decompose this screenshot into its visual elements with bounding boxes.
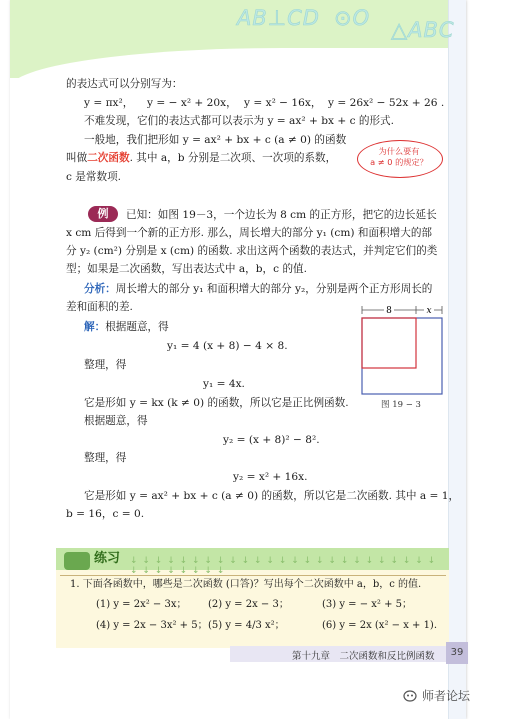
- equation: y = − x² + 20x，: [147, 97, 237, 109]
- solution-text: 根据题意，得: [105, 321, 169, 333]
- figure-caption: 图 19 − 3: [381, 400, 421, 410]
- solution-label: 解：: [84, 321, 106, 333]
- small-square: [362, 318, 416, 368]
- example-line: 型；如果是二次函数，写出表达式中 a，b，c 的值.: [66, 263, 308, 275]
- header-deco-triangle: △ABC: [391, 18, 455, 42]
- text-line: 不难发现，它们的表达式都可以表示为 y = ax² + bx + c 的形式.: [84, 115, 395, 127]
- analysis-line: 差和面积的差.: [66, 301, 133, 313]
- analysis-line: [84, 282, 432, 296]
- equation: y = x² − 16x，: [244, 97, 322, 109]
- formula: y₁ = 4x.: [203, 378, 245, 390]
- chapter-title: 第十九章 二次函数和反比例函数: [292, 651, 435, 662]
- exercise-title: 练习: [94, 551, 121, 566]
- text-line: c 是常数项.: [66, 171, 122, 183]
- example-line: 已知：如图 19－3，一个边长为 8 cm 的正方形，把它的边长延长: [126, 209, 437, 221]
- exercise-question: 1. 下面各函数中，哪些是二次函数 (口答)？写出每个二次函数中 a，b，c 的值.: [70, 579, 422, 590]
- label-x: x: [426, 306, 432, 316]
- page-number: 39: [446, 642, 468, 664]
- example-tag: 例: [88, 206, 118, 222]
- formula: y₂ = x² + 16x.: [233, 471, 308, 483]
- example-line: 分 y₂ (cm²) 分别是 x (cm) 的函数. 求出这两个函数的表达式，并判定它们的类: [66, 245, 438, 257]
- equation: y = 26x² − 52x + 26 .: [328, 97, 445, 109]
- analysis-text: 周长增大的部分 y₁ 和面积增大的部分 y₂，分别是两个正方形周长的: [115, 283, 433, 295]
- page-edge-strip: [448, 0, 466, 719]
- analysis-label: 分析：: [84, 283, 116, 295]
- header-deco-circle: ⊙O: [334, 6, 371, 30]
- exercise-item: (6) y = 2x (x² − x + 1).: [322, 620, 438, 631]
- exercise-item: (5) y = 4/3 x²；: [208, 620, 285, 631]
- exercise-item: (1) y = 2x² − 3x；: [96, 599, 187, 610]
- wechat-icon: [403, 689, 419, 703]
- term-quadratic-function: 二次函数: [87, 152, 130, 164]
- solution-line: b = 16，c = 0.: [66, 508, 145, 520]
- definition-suffix: . 其中 a，b 分别是二次项、一次项的系数，: [129, 152, 337, 164]
- watermark: 师者论坛: [422, 689, 471, 703]
- text-line: 的表达式可以分别写为：: [66, 78, 183, 90]
- exercise-header-arrows: ↓ ↓ ↓ ↓ ↓ ↓ ↓ ↓ ↓ ↓ ↓ ↓ ↓ ↓ ↓ ↓ ↓ ↓ ↓ ↓ ↓ ↓ ↓ ↓ ↓ ↓ ↓ ↓ ↓ ↓ ↓ ↓ ↓: [130, 556, 437, 576]
- large-square: [362, 318, 442, 394]
- cloud-line-1: 为什么要有: [378, 146, 420, 156]
- equation: y = πx²，: [84, 97, 134, 109]
- solution-line: 整理，得: [84, 359, 127, 371]
- text-line: 一般地，我们把形如 y = ax² + bx + c (a ≠ 0) 的函数: [84, 134, 347, 146]
- solution-line: 根据题意，得: [84, 415, 148, 427]
- definition-prefix: 叫做: [66, 152, 88, 164]
- solution-line: 整理，得: [84, 452, 127, 464]
- exercise-tag-shape: [64, 552, 90, 570]
- example-line: x cm 后得到一个新的正方形. 那么，周长增大的部分 y₁ (cm) 和面积增大的部: [66, 227, 433, 239]
- figure-19-3: [346, 302, 446, 396]
- exercise-divider: [60, 575, 446, 576]
- formula: y₂ = (x + 8)² − 8².: [223, 434, 320, 446]
- exercise-item: (2) y = 2x − 3；: [208, 599, 289, 610]
- solution-line: [84, 320, 169, 334]
- definition-line: [66, 151, 336, 165]
- exercise-item: (3) y = − x² + 5；: [322, 599, 413, 610]
- cloud-line-2: a ≠ 0 的规定？: [370, 157, 428, 167]
- header-deco-perpendicular: AB⊥CD: [237, 6, 320, 30]
- solution-line: 它是形如 y = kx (k ≠ 0) 的函数，所以它是正比例函数.: [84, 397, 349, 409]
- exercise-item: (4) y = 2x − 3x² + 5；: [96, 620, 208, 631]
- formula: y₁ = 4 (x + 8) − 4 × 8.: [167, 340, 288, 352]
- thought-cloud-text: [357, 146, 441, 168]
- label-8: 8: [386, 306, 392, 316]
- solution-line: 它是形如 y = ax² + bx + c (a ≠ 0) 的函数，所以它是二次函数. 其中 a = 1，: [84, 490, 460, 502]
